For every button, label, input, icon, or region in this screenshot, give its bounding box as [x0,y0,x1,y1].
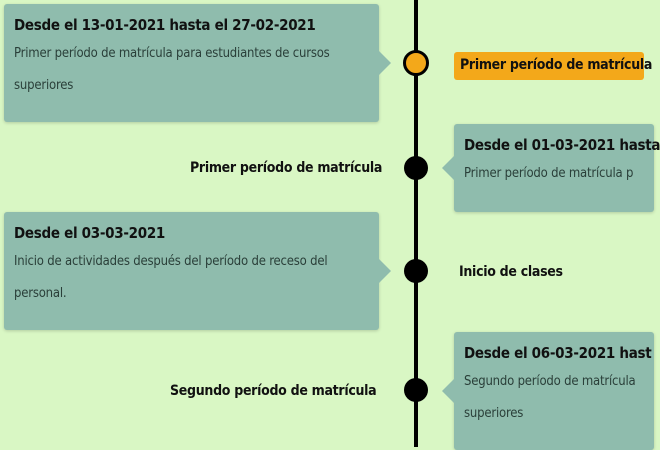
timeline-card-4 [454,332,654,450]
event-date: Desde el 13-01-2021 hasta el 27-02-2021 [14,16,316,34]
timeline-card-2 [454,124,660,212]
event-title[interactable]: Primer período de matrícula [190,160,383,176]
event-title-active[interactable] [454,52,653,80]
event-description: Primer período de matrícula p [464,166,634,181]
event-title[interactable]: Inicio de clases [459,264,563,280]
event-description-cont: personal. [14,286,67,301]
timeline-marker[interactable] [404,156,428,180]
event-date: Desde el 01-03-2021 hasta [464,136,660,154]
event-date: Desde el 03-03-2021 [14,224,166,242]
timeline-marker[interactable] [404,259,428,283]
timeline-marker[interactable] [404,378,428,402]
event-description: Inicio de actividades después del período de receso del [14,254,328,269]
event-title[interactable]: Segundo período de matrícula [170,383,377,399]
event-description-cont: superiores [14,78,74,93]
event-title: Primer período de matrícula [460,57,653,73]
timeline-card-3 [4,212,379,330]
event-description: Primer período de matrícula para estudiantes de cursos [14,46,330,61]
event-description: Segundo período de matrícula [464,374,636,389]
timeline-card-1 [4,4,379,122]
event-date: Desde el 06-03-2021 hast [464,344,652,362]
event-description-cont: superiores [464,406,524,421]
timeline-marker-active[interactable] [403,50,429,76]
